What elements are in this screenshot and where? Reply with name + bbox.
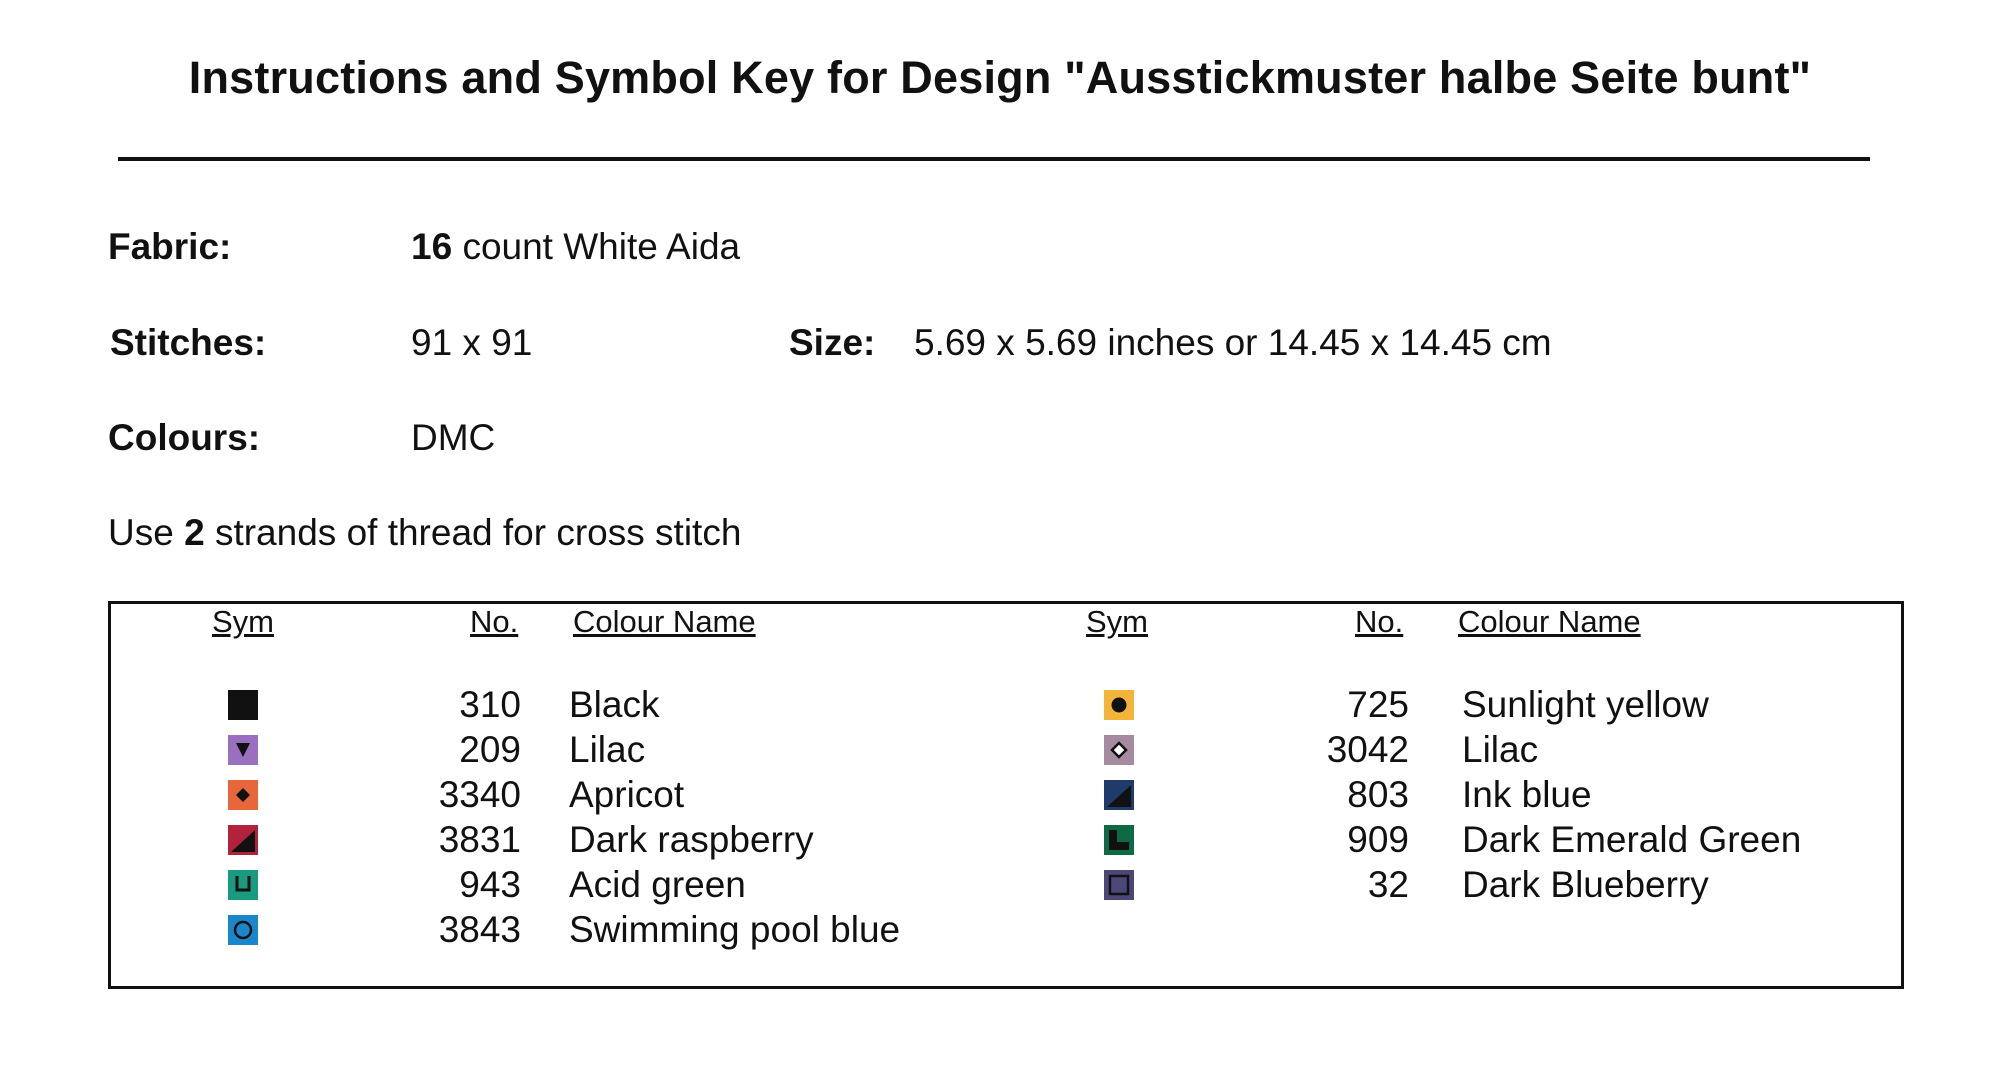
dmc-number: 909 xyxy=(1347,819,1409,860)
key-row-right xyxy=(111,773,1901,817)
dmc-number: 209 xyxy=(459,729,521,770)
title-divider xyxy=(118,157,1870,161)
fabric-label: Fabric: xyxy=(108,226,232,267)
right-name-header: Colour Name xyxy=(1458,604,1641,639)
colour-name: Sunlight yellow xyxy=(1462,684,1709,725)
circle-outline-icon xyxy=(228,915,258,945)
square-outline-icon xyxy=(1104,870,1134,900)
dmc-number: 3042 xyxy=(1326,729,1409,770)
dmc-number: 310 xyxy=(459,684,521,725)
left-no-header: No. xyxy=(470,604,519,639)
key-row-right xyxy=(111,818,1901,862)
colour-name: Dark Blueberry xyxy=(1462,864,1709,905)
key-row-right xyxy=(111,728,1901,772)
colour-name: Ink blue xyxy=(1462,774,1592,815)
dmc-number: 803 xyxy=(1347,774,1409,815)
left-name-header: Colour Name xyxy=(573,604,756,639)
size-value: 5.69 x 5.69 inches or 14.45 x 14.45 cm xyxy=(914,322,1552,363)
fabric-count: 16 xyxy=(411,226,453,267)
dmc-number: 725 xyxy=(1347,684,1409,725)
fabric-type: count White Aida xyxy=(462,226,741,267)
stitches-label: Stitches: xyxy=(110,322,267,363)
right-no-header: No. xyxy=(1355,604,1404,639)
key-row-right xyxy=(111,863,1901,907)
colour-name: Apricot xyxy=(569,774,685,815)
strands-suffix: strands of thread for cross stitch xyxy=(214,512,742,553)
key-row-right xyxy=(111,683,1901,727)
dmc-number: 943 xyxy=(459,864,521,905)
right-sym-header: Sym xyxy=(1086,604,1148,639)
size-label: Size: xyxy=(789,322,876,363)
dot-icon xyxy=(1104,690,1134,720)
strands-prefix: Use xyxy=(108,512,174,553)
colour-name: Dark Emerald Green xyxy=(1462,819,1802,860)
corner-triangle-icon xyxy=(1104,780,1134,810)
stitches-value: 91 x 91 xyxy=(411,322,533,363)
key-row-left xyxy=(111,908,1901,952)
colour-name: Lilac xyxy=(569,729,646,770)
dmc-number: 32 xyxy=(1367,864,1409,905)
dmc-number: 3843 xyxy=(438,909,521,950)
fabric-value xyxy=(411,226,740,268)
diamond-outline-icon xyxy=(1104,735,1134,765)
colour-name: Dark raspberry xyxy=(569,819,814,860)
colours-value: DMC xyxy=(411,417,496,458)
colours-label: Colours: xyxy=(108,417,261,458)
colour-name: Black xyxy=(569,684,660,725)
colour-name: Lilac xyxy=(1462,729,1539,770)
page-title: Instructions and Symbol Key for Design "Ausstickmuster halbe Seite bunt" xyxy=(188,52,1812,103)
corner-block-icon xyxy=(1104,825,1134,855)
colour-name: Acid green xyxy=(569,864,746,905)
symbol-key-table xyxy=(108,601,1904,989)
dmc-number: 3340 xyxy=(438,774,521,815)
dmc-number: 3831 xyxy=(438,819,521,860)
colour-name: Swimming pool blue xyxy=(569,909,901,950)
left-sym-header: Sym xyxy=(212,604,274,639)
strands-note xyxy=(108,512,741,554)
strands-count: 2 xyxy=(184,512,205,553)
